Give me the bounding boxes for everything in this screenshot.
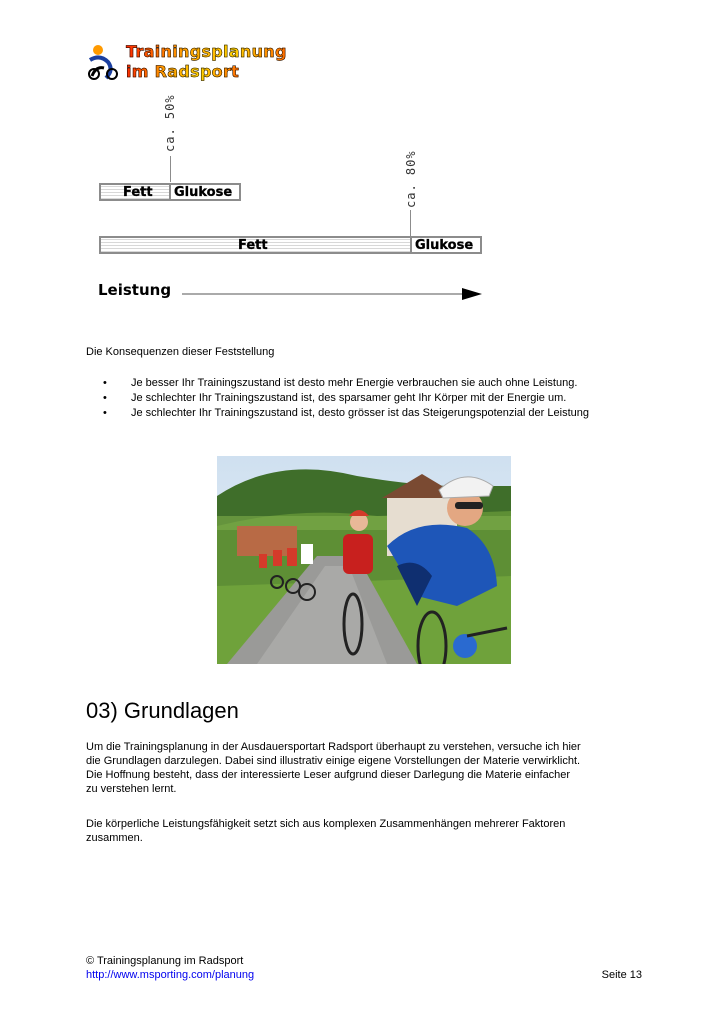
footer-url-link[interactable]: http://www.msporting.com/planung <box>86 969 255 981</box>
logo-text-line2: im Radsport <box>126 62 240 81</box>
logo-icon <box>86 40 122 82</box>
marker-line-50 <box>170 156 171 182</box>
paragraph-line: Die körperliche Leistungsfähigkeit setzt sich aus komplexen Zusammenhängen mehrerer Faktoren <box>86 818 566 830</box>
axis-label-leistung: Leistung <box>98 281 172 299</box>
list-item: • Je besser Ihr Trainingszustand ist desto mehr Energie verbrauchen sie auch ohne Leistung. <box>103 377 578 389</box>
bar1-fett-label: Fett <box>123 185 153 200</box>
paragraph-line: Die Hoffnung besteht, dass der interessierte Leser aufgrund dieser Darlegung die Materie einfacher <box>86 769 571 781</box>
footer-copyright: © Trainingsplanung im Radsport <box>86 955 244 967</box>
bar2-glukose-label: Glukose <box>415 238 474 253</box>
logo-text-line1: Trainingsplanung <box>126 42 287 61</box>
arrow-right-icon <box>182 286 484 302</box>
label-50-percent: ca. 50% <box>163 94 177 152</box>
bullet-icon: • <box>103 392 107 404</box>
paragraph-line: Um die Trainingsplanung in der Ausdauersportart Radsport überhaupt zu verstehen, versuche ich hier <box>86 741 581 753</box>
page-number: Seite 13 <box>601 969 642 981</box>
bar-low-intensity <box>99 183 241 201</box>
paragraph-line: die Grundlagen darzulegen. Dabei sind illustrativ einige eigene Vorstellungen der Materie verwirklicht. <box>86 755 581 767</box>
list-item: • Je schlechter Ihr Trainingszustand ist, desto grösser ist das Steigerungspotenzial der Leistung <box>103 407 589 419</box>
label-80-percent: ca. 80% <box>404 150 418 208</box>
bar-high-intensity <box>99 236 482 254</box>
marker-line-80 <box>410 210 411 236</box>
bar2-fett-label: Fett <box>238 238 268 253</box>
list-item: • Je schlechter Ihr Trainingszustand ist, des sparsamer geht Ihr Körper mit der Energie um. <box>103 392 567 404</box>
section-heading: 03) Grundlagen <box>86 698 239 723</box>
paragraph-line: zusammen. <box>86 832 143 844</box>
cyclists-photo <box>217 456 511 664</box>
footer-link-container <box>86 968 254 982</box>
bullet-icon: • <box>103 407 107 419</box>
bar1-glukose-label: Glukose <box>174 185 233 200</box>
paragraph-line: zu verstehen lernt. <box>86 783 177 795</box>
intro-text: Die Konsequenzen dieser Feststellung <box>86 346 275 358</box>
bullet-icon: • <box>103 377 107 389</box>
